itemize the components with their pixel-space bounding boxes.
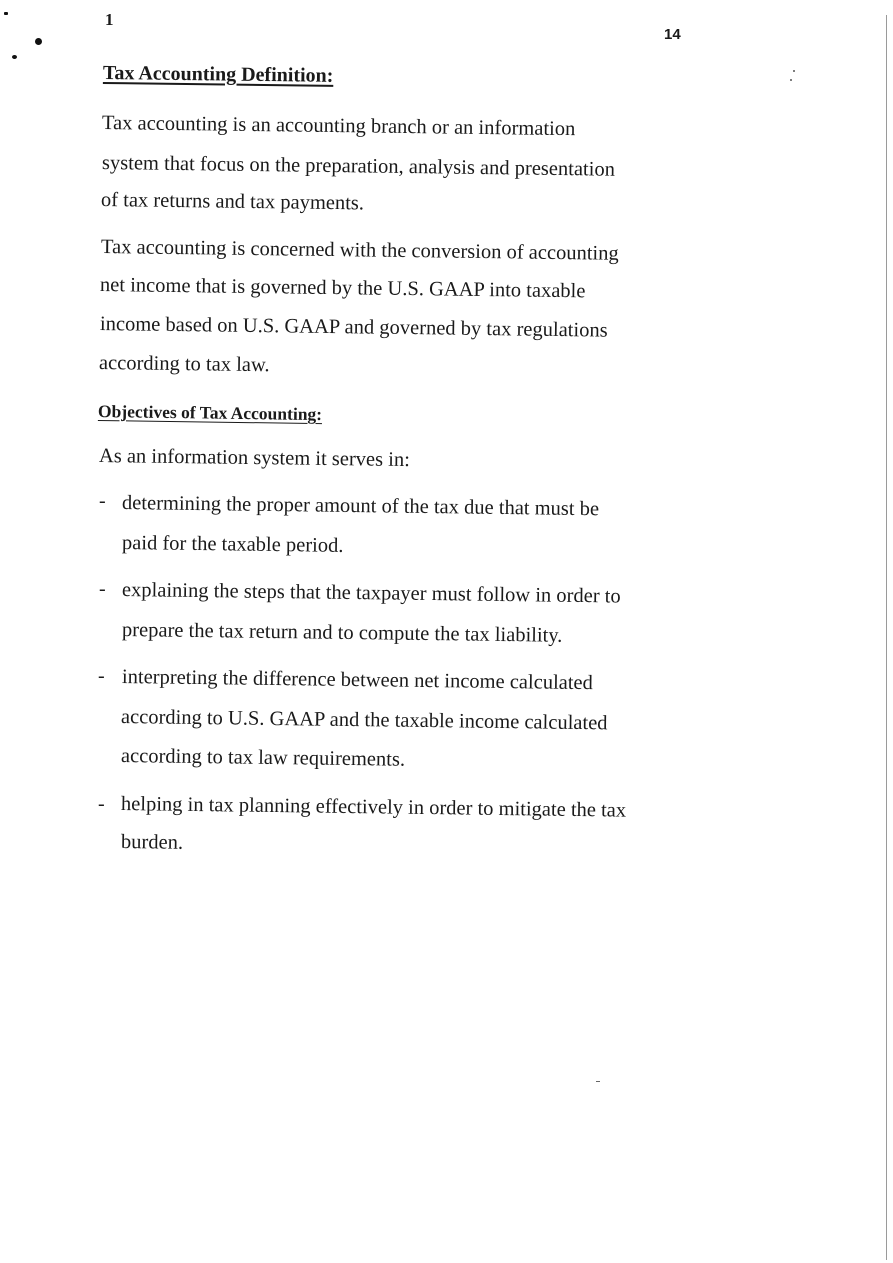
bullet-marker: - bbox=[98, 793, 105, 815]
list-item-line: determining the proper amount of the tax due that must be bbox=[121, 492, 600, 521]
intro-line: As an information system it serves in: bbox=[98, 445, 410, 472]
list-item-line: according to U.S. GAAP and the taxable income calculated bbox=[120, 706, 608, 735]
paragraph-line: according to tax law. bbox=[98, 352, 270, 377]
list-item-line: helping in tax planning effectively in order to mitigate the tax bbox=[120, 793, 627, 822]
scan-edge-line bbox=[886, 15, 887, 1260]
scan-speck bbox=[12, 55, 17, 59]
scan-speck bbox=[793, 70, 795, 72]
paragraph-line: system that focus on the preparation, analysis and presentation bbox=[101, 152, 616, 181]
bullet-marker: - bbox=[99, 490, 106, 512]
paragraph-line: of tax returns and tax payments. bbox=[100, 189, 365, 215]
list-item-line: interpreting the difference between net income calculated bbox=[121, 666, 594, 695]
scan-speck bbox=[35, 38, 42, 45]
paragraph-line: Tax accounting is concerned with the conversion of accounting bbox=[100, 236, 619, 265]
scan-speck bbox=[596, 1081, 600, 1082]
section-heading-definition: Tax Accounting Definition: bbox=[102, 62, 334, 87]
corner-mark: 1 bbox=[105, 10, 114, 29]
page-number: 14 bbox=[664, 26, 681, 43]
scan-speck bbox=[790, 79, 792, 81]
bullet-marker: - bbox=[98, 665, 105, 687]
paragraph-line: Tax accounting is an accounting branch or an information bbox=[101, 112, 576, 141]
list-item-line: prepare the tax return and to compute the tax liability. bbox=[121, 619, 563, 647]
paragraph-line: net income that is governed by the U.S. GAAP into taxable bbox=[99, 274, 586, 303]
list-item-line: explaining the steps that the taxpayer must follow in order to bbox=[121, 579, 621, 608]
paragraph-line: income based on U.S. GAAP and governed by tax regulations bbox=[99, 313, 608, 342]
section-heading-objectives: Objectives of Tax Accounting: bbox=[97, 401, 323, 425]
bullet-marker: - bbox=[99, 578, 106, 600]
list-item-line: paid for the taxable period. bbox=[121, 532, 344, 557]
list-item-line: according to tax law requirements. bbox=[120, 745, 406, 771]
list-item-line: burden. bbox=[120, 831, 184, 854]
scan-speck bbox=[4, 12, 8, 15]
